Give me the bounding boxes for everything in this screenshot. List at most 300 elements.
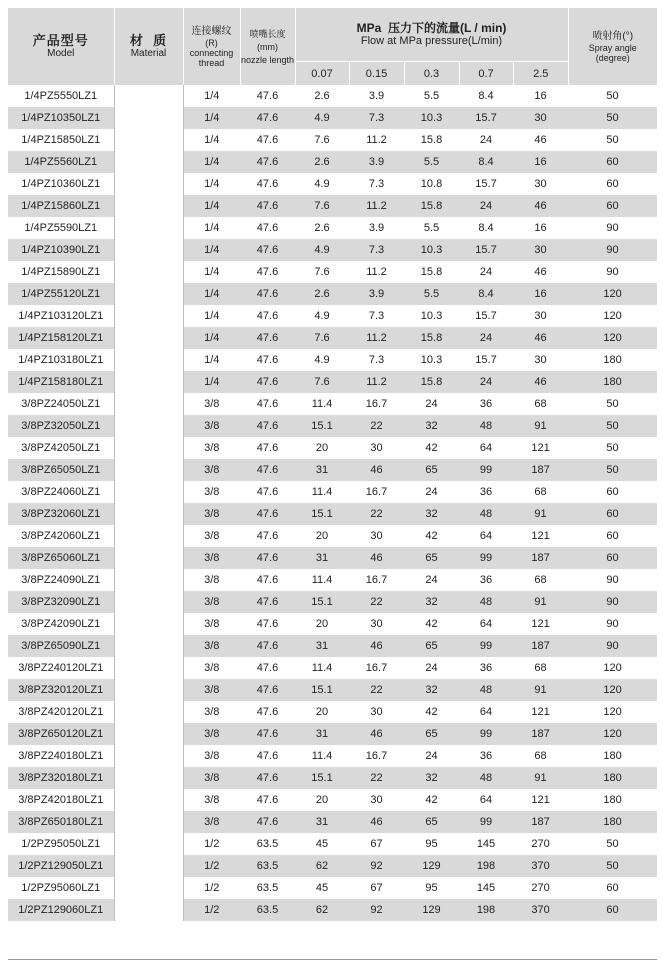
flow-cell-0.07: 4.9 <box>295 349 349 371</box>
length-column-header <box>240 8 295 85</box>
flow-cell-0.15: 3.9 <box>349 85 404 107</box>
flow-cell-0.15: 11.2 <box>349 261 404 283</box>
flow-cell-0.07: 20 <box>295 437 349 459</box>
model-header-en: Model <box>47 48 75 59</box>
flow-cell-0.3: 32 <box>404 767 459 789</box>
angle-cell: 90 <box>568 613 657 635</box>
table-row <box>8 657 657 679</box>
angle-cell: 60 <box>568 481 657 503</box>
flow-cell-0.7: 36 <box>459 569 513 591</box>
flow-cell-2.5: 91 <box>513 503 568 525</box>
flow-cell-0.07: 2.6 <box>295 217 349 239</box>
flow-cell-0.7: 48 <box>459 415 513 437</box>
model-cell: 1/4PZ158180LZ1 <box>8 371 114 393</box>
flow-cell-2.5: 121 <box>513 789 568 811</box>
flow-cell-0.3: 65 <box>404 459 459 481</box>
length-cell: 47.6 <box>240 305 295 327</box>
angle-cell: 60 <box>568 503 657 525</box>
thread-cell: 3/8 <box>183 393 240 415</box>
flow-cell-0.3: 15.8 <box>404 371 459 393</box>
model-cell: 3/8PZ32050LZ1 <box>8 415 114 437</box>
flow-cell-0.15: 3.9 <box>349 217 404 239</box>
flow-cell-0.7: 36 <box>459 657 513 679</box>
flow-cell-0.7: 99 <box>459 723 513 745</box>
thread-cell: 1/4 <box>183 195 240 217</box>
flow-cell-0.15: 7.3 <box>349 349 404 371</box>
length-cell: 47.6 <box>240 371 295 393</box>
table-row <box>8 129 657 151</box>
flow-cell-0.07: 62 <box>295 899 349 921</box>
material-column-header <box>114 8 183 85</box>
thread-cell: 1/4 <box>183 305 240 327</box>
flow-cell-0.15: 92 <box>349 855 404 877</box>
material-cell <box>114 547 183 569</box>
flow-cell-0.3: 5.5 <box>404 217 459 239</box>
flow-cell-0.3: 15.8 <box>404 129 459 151</box>
length-cell: 47.6 <box>240 173 295 195</box>
angle-cell: 90 <box>568 239 657 261</box>
flow-cell-0.3: 32 <box>404 503 459 525</box>
material-cell <box>114 657 183 679</box>
flow-cell-0.15: 16.7 <box>349 481 404 503</box>
thread-cell: 3/8 <box>183 459 240 481</box>
table-row <box>8 767 657 789</box>
thread-cell: 1/4 <box>183 85 240 107</box>
table-row <box>8 591 657 613</box>
table-row <box>8 283 657 305</box>
thread-cell: 3/8 <box>183 723 240 745</box>
flow-cell-2.5: 91 <box>513 415 568 437</box>
length-cell: 47.6 <box>240 415 295 437</box>
material-cell <box>114 613 183 635</box>
flow-cell-0.3: 32 <box>404 415 459 437</box>
flow-cell-0.15: 67 <box>349 877 404 899</box>
length-cell: 47.6 <box>240 85 295 107</box>
material-cell <box>114 371 183 393</box>
flow-cell-0.15: 46 <box>349 811 404 833</box>
flow-cell-0.7: 48 <box>459 679 513 701</box>
flow-cell-0.07: 62 <box>295 855 349 877</box>
flow-cell-0.07: 15.1 <box>295 503 349 525</box>
length-header-cn: 喷嘴长度 <box>249 28 286 39</box>
flow-cell-0.15: 92 <box>349 899 404 921</box>
angle-cell: 50 <box>568 129 657 151</box>
flow-cell-0.15: 16.7 <box>349 393 404 415</box>
flow-cell-0.7: 24 <box>459 261 513 283</box>
flow-cell-2.5: 68 <box>513 481 568 503</box>
material-cell <box>114 129 183 151</box>
angle-cell: 60 <box>568 877 657 899</box>
length-cell: 63.5 <box>240 855 295 877</box>
flow-cell-0.15: 3.9 <box>349 151 404 173</box>
table-row <box>8 371 657 393</box>
model-column-header <box>8 8 114 85</box>
length-cell: 47.6 <box>240 503 295 525</box>
thread-header-cn: 连接螺纹 <box>191 25 232 37</box>
table-row <box>8 547 657 569</box>
length-cell: 47.6 <box>240 261 295 283</box>
model-cell: 3/8PZ320180LZ1 <box>8 767 114 789</box>
flow-cell-0.7: 64 <box>459 437 513 459</box>
angle-header-cn: 喷射角(°) <box>592 30 634 42</box>
flow-cell-0.07: 31 <box>295 811 349 833</box>
table-row <box>8 789 657 811</box>
length-header-mm: (mm) <box>257 41 278 52</box>
table-row <box>8 415 657 437</box>
flow-cell-0.7: 36 <box>459 745 513 767</box>
material-cell <box>114 833 183 855</box>
flow-cell-0.7: 64 <box>459 613 513 635</box>
flow-cell-2.5: 46 <box>513 327 568 349</box>
flow-cell-2.5: 68 <box>513 393 568 415</box>
flow-cell-0.7: 198 <box>459 855 513 877</box>
length-cell: 47.6 <box>240 525 295 547</box>
flow-cell-0.3: 42 <box>404 525 459 547</box>
table-row <box>8 85 657 107</box>
model-cell: 1/2PZ129050LZ1 <box>8 855 114 877</box>
flow-cell-0.15: 7.3 <box>349 305 404 327</box>
flow-cell-0.7: 36 <box>459 393 513 415</box>
flow-cell-2.5: 46 <box>513 371 568 393</box>
table-row <box>8 393 657 415</box>
table-row <box>8 899 657 921</box>
flow-cell-0.3: 10.3 <box>404 349 459 371</box>
flow-cell-0.7: 8.4 <box>459 85 513 107</box>
flow-cell-0.15: 11.2 <box>349 195 404 217</box>
model-cell: 3/8PZ240180LZ1 <box>8 745 114 767</box>
flow-cell-0.15: 7.3 <box>349 239 404 261</box>
flow-cell-0.7: 99 <box>459 635 513 657</box>
thread-cell: 3/8 <box>183 811 240 833</box>
flow-cell-0.3: 32 <box>404 679 459 701</box>
table-row <box>8 833 657 855</box>
flow-cell-0.3: 10.3 <box>404 107 459 129</box>
angle-column-header <box>568 8 657 85</box>
flow-cell-2.5: 46 <box>513 195 568 217</box>
table-row <box>8 503 657 525</box>
flow-cell-0.15: 16.7 <box>349 657 404 679</box>
flow-cell-0.15: 22 <box>349 503 404 525</box>
model-cell: 1/4PZ5550LZ1 <box>8 85 114 107</box>
table-header <box>8 8 657 85</box>
table-row <box>8 173 657 195</box>
flow-cell-0.15: 22 <box>349 591 404 613</box>
length-cell: 47.6 <box>240 811 295 833</box>
flow-cell-0.07: 4.9 <box>295 305 349 327</box>
model-cell: 3/8PZ650180LZ1 <box>8 811 114 833</box>
flow-cell-0.07: 11.4 <box>295 745 349 767</box>
flow-cell-2.5: 46 <box>513 129 568 151</box>
bottom-rule <box>8 959 657 960</box>
model-cell: 3/8PZ24050LZ1 <box>8 393 114 415</box>
flow-cell-0.7: 99 <box>459 459 513 481</box>
flow-cell-0.3: 95 <box>404 833 459 855</box>
flow-cell-0.7: 8.4 <box>459 283 513 305</box>
angle-cell: 120 <box>568 327 657 349</box>
thread-cell: 1/4 <box>183 173 240 195</box>
model-cell: 1/2PZ129060LZ1 <box>8 899 114 921</box>
table-row <box>8 305 657 327</box>
length-cell: 47.6 <box>240 745 295 767</box>
material-cell <box>114 305 183 327</box>
flow-cell-0.7: 99 <box>459 811 513 833</box>
flow-cell-0.7: 24 <box>459 371 513 393</box>
angle-cell: 120 <box>568 305 657 327</box>
table-row <box>8 635 657 657</box>
flow-cell-2.5: 46 <box>513 261 568 283</box>
flow-cell-2.5: 187 <box>513 723 568 745</box>
flow-cell-0.3: 15.8 <box>404 261 459 283</box>
angle-cell: 60 <box>568 151 657 173</box>
flow-cell-0.07: 15.1 <box>295 767 349 789</box>
length-cell: 47.6 <box>240 283 295 305</box>
thread-cell: 3/8 <box>183 635 240 657</box>
model-cell: 3/8PZ420180LZ1 <box>8 789 114 811</box>
length-cell: 47.6 <box>240 723 295 745</box>
flow-cell-0.3: 65 <box>404 723 459 745</box>
material-cell <box>114 327 183 349</box>
flow-cell-0.07: 20 <box>295 789 349 811</box>
flow-cell-0.7: 24 <box>459 195 513 217</box>
model-cell: 3/8PZ42090LZ1 <box>8 613 114 635</box>
pressure-header: 2.5 <box>513 62 568 86</box>
angle-cell: 180 <box>568 767 657 789</box>
thread-header-r: (R) <box>205 37 218 48</box>
material-cell <box>114 789 183 811</box>
flow-cell-2.5: 370 <box>513 899 568 921</box>
material-cell <box>114 481 183 503</box>
thread-cell: 3/8 <box>183 569 240 591</box>
flow-cell-0.15: 11.2 <box>349 327 404 349</box>
thread-cell: 1/4 <box>183 327 240 349</box>
angle-cell: 50 <box>568 833 657 855</box>
table-row <box>8 811 657 833</box>
table-row <box>8 327 657 349</box>
flow-cell-0.7: 64 <box>459 701 513 723</box>
material-cell <box>114 591 183 613</box>
flow-cell-0.3: 5.5 <box>404 85 459 107</box>
model-cell: 3/8PZ24090LZ1 <box>8 569 114 591</box>
model-header-cn: 产品型号 <box>32 33 89 48</box>
model-cell: 1/2PZ95050LZ1 <box>8 833 114 855</box>
flow-cell-0.7: 99 <box>459 547 513 569</box>
flow-cell-0.7: 64 <box>459 789 513 811</box>
flow-cell-0.15: 30 <box>349 701 404 723</box>
flow-cell-0.3: 10.3 <box>404 305 459 327</box>
model-cell: 3/8PZ32060LZ1 <box>8 503 114 525</box>
material-cell <box>114 877 183 899</box>
thread-cell: 1/4 <box>183 371 240 393</box>
angle-cell: 120 <box>568 723 657 745</box>
flow-cell-0.15: 16.7 <box>349 569 404 591</box>
thread-cell: 1/4 <box>183 107 240 129</box>
flow-cell-2.5: 187 <box>513 635 568 657</box>
thread-cell: 3/8 <box>183 503 240 525</box>
flow-cell-0.15: 30 <box>349 525 404 547</box>
table-row <box>8 195 657 217</box>
flow-cell-2.5: 16 <box>513 217 568 239</box>
flow-cell-0.07: 31 <box>295 723 349 745</box>
material-cell <box>114 503 183 525</box>
flow-cell-0.7: 15.7 <box>459 107 513 129</box>
table-row <box>8 679 657 701</box>
flow-cell-2.5: 30 <box>513 107 568 129</box>
pressure-header: 0.15 <box>349 62 404 86</box>
flow-cell-0.7: 48 <box>459 591 513 613</box>
flow-cell-2.5: 30 <box>513 305 568 327</box>
length-cell: 47.6 <box>240 459 295 481</box>
material-cell <box>114 261 183 283</box>
table-row <box>8 723 657 745</box>
model-cell: 1/4PZ103180LZ1 <box>8 349 114 371</box>
angle-cell: 180 <box>568 745 657 767</box>
flow-cell-0.7: 8.4 <box>459 151 513 173</box>
angle-cell: 50 <box>568 107 657 129</box>
angle-cell: 90 <box>568 635 657 657</box>
flow-cell-0.07: 15.1 <box>295 679 349 701</box>
model-cell: 3/8PZ42050LZ1 <box>8 437 114 459</box>
length-cell: 47.6 <box>240 481 295 503</box>
flow-cell-0.07: 2.6 <box>295 85 349 107</box>
flow-cell-2.5: 91 <box>513 767 568 789</box>
thread-cell: 3/8 <box>183 745 240 767</box>
model-cell: 3/8PZ42060LZ1 <box>8 525 114 547</box>
flow-cell-0.15: 46 <box>349 635 404 657</box>
flow-column-header <box>295 8 568 62</box>
thread-cell: 3/8 <box>183 547 240 569</box>
model-cell: 1/4PZ10350LZ1 <box>8 107 114 129</box>
flow-cell-0.7: 15.7 <box>459 239 513 261</box>
table-row <box>8 437 657 459</box>
flow-cell-0.15: 30 <box>349 613 404 635</box>
model-cell: 1/4PZ15850LZ1 <box>8 129 114 151</box>
pressure-header: 0.7 <box>459 62 513 86</box>
material-cell <box>114 679 183 701</box>
flow-cell-0.7: 24 <box>459 129 513 151</box>
flow-cell-0.15: 67 <box>349 833 404 855</box>
model-cell: 3/8PZ650120LZ1 <box>8 723 114 745</box>
table-row <box>8 239 657 261</box>
flow-cell-0.15: 46 <box>349 459 404 481</box>
flow-cell-0.3: 42 <box>404 789 459 811</box>
flow-cell-2.5: 91 <box>513 591 568 613</box>
thread-header-en2: thread <box>198 57 225 68</box>
flow-cell-2.5: 187 <box>513 811 568 833</box>
material-cell <box>114 217 183 239</box>
table-row <box>8 613 657 635</box>
thread-cell: 1/4 <box>183 239 240 261</box>
model-cell: 3/8PZ65050LZ1 <box>8 459 114 481</box>
material-cell <box>114 899 183 921</box>
model-cell: 3/8PZ65090LZ1 <box>8 635 114 657</box>
material-cell <box>114 283 183 305</box>
angle-cell: 120 <box>568 657 657 679</box>
material-cell <box>114 569 183 591</box>
material-cell <box>114 151 183 173</box>
flow-cell-0.3: 65 <box>404 635 459 657</box>
length-cell: 47.6 <box>240 393 295 415</box>
pressure-header: 0.3 <box>404 62 459 86</box>
flow-cell-0.15: 7.3 <box>349 107 404 129</box>
material-cell <box>114 811 183 833</box>
material-cell <box>114 701 183 723</box>
flow-cell-0.7: 198 <box>459 899 513 921</box>
table-row <box>8 481 657 503</box>
length-cell: 63.5 <box>240 899 295 921</box>
flow-cell-0.07: 20 <box>295 613 349 635</box>
flow-cell-2.5: 270 <box>513 877 568 899</box>
flow-cell-0.3: 10.3 <box>404 239 459 261</box>
flow-cell-2.5: 121 <box>513 701 568 723</box>
angle-cell: 90 <box>568 261 657 283</box>
flow-cell-0.7: 8.4 <box>459 217 513 239</box>
flow-cell-2.5: 121 <box>513 437 568 459</box>
flow-cell-0.15: 22 <box>349 767 404 789</box>
flow-cell-0.15: 30 <box>349 789 404 811</box>
flow-header-en: Flow at MPa pressure(L/min) <box>360 35 503 47</box>
length-cell: 47.6 <box>240 767 295 789</box>
table-row <box>8 459 657 481</box>
flow-cell-0.15: 7.3 <box>349 173 404 195</box>
flow-cell-2.5: 187 <box>513 547 568 569</box>
length-cell: 47.6 <box>240 547 295 569</box>
material-header-cn: 材 质 <box>129 33 168 48</box>
flow-cell-0.7: 15.7 <box>459 173 513 195</box>
flow-cell-0.07: 31 <box>295 459 349 481</box>
flow-cell-2.5: 30 <box>513 239 568 261</box>
thread-cell: 3/8 <box>183 437 240 459</box>
thread-cell: 3/8 <box>183 481 240 503</box>
flow-cell-0.7: 64 <box>459 525 513 547</box>
flow-cell-0.7: 15.7 <box>459 349 513 371</box>
angle-cell: 180 <box>568 789 657 811</box>
flow-cell-0.3: 24 <box>404 481 459 503</box>
flow-cell-2.5: 370 <box>513 855 568 877</box>
thread-cell: 3/8 <box>183 591 240 613</box>
table-row <box>8 217 657 239</box>
angle-cell: 60 <box>568 899 657 921</box>
angle-cell: 50 <box>568 393 657 415</box>
flow-cell-2.5: 121 <box>513 525 568 547</box>
flow-cell-0.07: 7.6 <box>295 327 349 349</box>
table-row <box>8 569 657 591</box>
length-cell: 47.6 <box>240 217 295 239</box>
flow-cell-0.15: 3.9 <box>349 283 404 305</box>
angle-cell: 60 <box>568 547 657 569</box>
material-cell <box>114 767 183 789</box>
thread-cell: 3/8 <box>183 657 240 679</box>
flow-cell-0.07: 31 <box>295 635 349 657</box>
model-cell: 1/4PZ5560LZ1 <box>8 151 114 173</box>
flow-cell-0.15: 46 <box>349 547 404 569</box>
flow-cell-0.7: 145 <box>459 833 513 855</box>
material-cell <box>114 349 183 371</box>
model-cell: 3/8PZ32090LZ1 <box>8 591 114 613</box>
length-cell: 47.6 <box>240 591 295 613</box>
flow-cell-2.5: 30 <box>513 349 568 371</box>
angle-cell: 90 <box>568 217 657 239</box>
angle-cell: 50 <box>568 415 657 437</box>
length-cell: 47.6 <box>240 569 295 591</box>
angle-header-en2: (degree) <box>595 52 630 63</box>
thread-cell: 3/8 <box>183 613 240 635</box>
model-cell: 1/4PZ10390LZ1 <box>8 239 114 261</box>
model-cell: 3/8PZ240120LZ1 <box>8 657 114 679</box>
length-cell: 47.6 <box>240 635 295 657</box>
model-cell: 3/8PZ24060LZ1 <box>8 481 114 503</box>
model-cell: 1/4PZ10360LZ1 <box>8 173 114 195</box>
flow-cell-0.3: 65 <box>404 811 459 833</box>
